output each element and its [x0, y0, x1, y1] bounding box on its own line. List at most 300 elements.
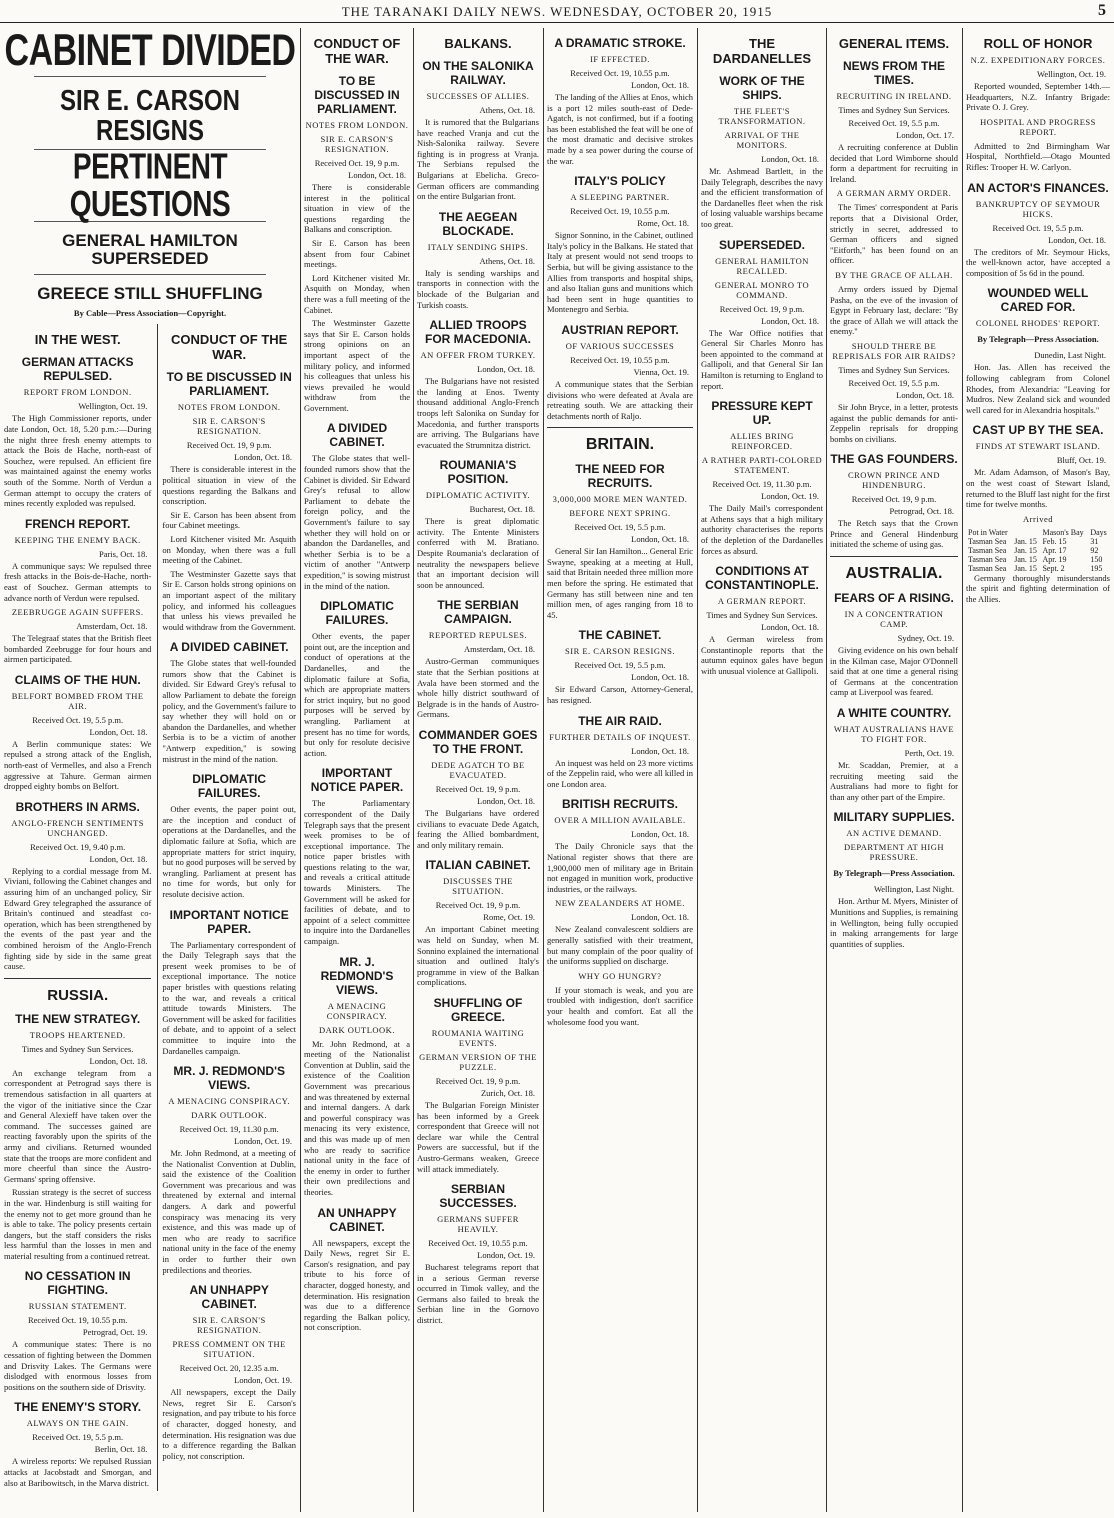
column-6: [830, 28, 958, 1512]
table-cell: Jan. 15: [1014, 545, 1037, 555]
section-heading: SUPERSEDED.: [718, 237, 806, 252]
article-paragraph: The creditors of Mr. Seymour Hicks, the well-known actor, have accepted a composition of 5s 6d in the pound.: [966, 246, 1110, 278]
section-heading: AUSTRIAN REPORT.: [561, 322, 679, 337]
subhead: ZEEBRUGGE AGAIN SUFFERS.: [11, 607, 144, 618]
source-line: Times and Sydney Sun Services.: [838, 364, 950, 375]
table-cell: Jan. 15: [1014, 563, 1037, 573]
subhead: GERMAN VERSION OF THE PUZZLE.: [419, 1051, 537, 1072]
source-line: Times and Sydney Sun Services.: [22, 1043, 134, 1054]
section-heading: CONDUCT OF THE WAR.: [171, 332, 288, 363]
subhead: A RATHER PARTI-COLORED STATEMENT.: [701, 455, 823, 476]
article-paragraph: The landing of the Allies at Enos, which is a port 12 miles south-east of Dede-Agatch, is not confirmed, but if a footing has been established the feat will be one of the most dramatic and decisive strokes made by a sea power during the course of the war.: [547, 92, 693, 166]
section-subheading: TO BE DISCUSSED IN PARLIAMENT.: [314, 74, 400, 116]
column-rule: [300, 28, 301, 1512]
received-line: Received Oct. 19, 10.55 p.m.: [27, 1315, 128, 1326]
received-line: Received Oct. 19, 10.55 p.m.: [570, 206, 670, 217]
byline: By Telegraph—Press Association.: [977, 334, 1099, 345]
subhead: IN A CONCENTRATION CAMP.: [844, 609, 944, 630]
received-line: Received Oct. 19, 10.55 p.m.: [570, 68, 670, 78]
table-cell: 92: [1090, 545, 1099, 555]
subhead: FINDS AT STEWART ISLAND.: [975, 441, 1101, 452]
table-cell: Days: [1090, 527, 1107, 537]
article-paragraph: An exchange telegram from a correspondent at Petrograd says there is tremendous satisfaction in all quarters at the vigor of the initiative since the Czar and General Alexieff have taken over the command. The successes gained are reacting favorably upon the spirits of the army and civilians. Returned wounded state that the troops are more confident and more cheerful than since the Austro-Germans' spring offensive.: [4, 1067, 152, 1184]
article-paragraph: The War Office notifies that General Sir Charles Monro has been appointed to the command at Gallipoli, and that General Sir Ian Hamilton is returning to England to report.: [701, 327, 823, 391]
table-cell: Jan. 15: [1014, 536, 1037, 546]
source-line: Times and Sydney Sun Services.: [706, 610, 818, 621]
dateline: London, Oct. 18.: [1048, 234, 1106, 245]
subhead: DEPARTMENT AT HIGH PRESSURE.: [844, 842, 944, 863]
dateline: Zurich, Oct. 18.: [480, 1087, 535, 1098]
subhead: SIR E. CARSON'S RESIGNATION.: [320, 134, 394, 154]
section-heading: BRITISH RECRUITS.: [561, 797, 678, 812]
subhead: N.Z. EXPEDITIONARY FORCES.: [970, 55, 1106, 65]
article-paragraph: General Sir Ian Hamilton... General Eric Swayne, speaking at a meeting at Hull, said that Britain needed three million more men before the spring. He estimated that Germany has still between nine and ten million men, of ages ranging from 18 to 45.: [547, 546, 693, 620]
subhead: SIR E. CARSON'S RESIGNATION.: [192, 1315, 266, 1336]
article-paragraph: Lord Kitchener visited Mr. Asquith on Monday, when there was a full meeting of the Cabinet.: [304, 272, 410, 315]
dateline: Paris, Oct. 18.: [98, 548, 148, 559]
received-line: Received Oct. 19, 5.5 p.m.: [848, 118, 940, 128]
section-heading: THE SERBIAN CAMPAIGN.: [437, 598, 519, 627]
column-rule: [826, 28, 827, 1512]
received-line: Received Oct. 19, 5.5 p.m.: [848, 377, 940, 388]
section-heading: DIPLOMATIC FAILURES.: [320, 599, 394, 628]
subhead: SIR E. CARSON RESIGNS.: [565, 646, 675, 657]
article-paragraph: Mr. Scaddan, Premier, at a recruiting meeting said the Australians had more to fight for than any other part of the Empire.: [830, 760, 958, 802]
table-cell: Mason's Bay: [1042, 527, 1084, 537]
article-paragraph: The Globe states that well-founded rumors show that the Cabinet is divided. Sir Edward Grey's refusal to allow Parliament to debate the foreign policy, and the Government's failure to say whether they will hold on or abandon the Dardanelles, and whether Serbia is to be a victim of another "Antwerp expedition," is sowing mistrust in the mind of the nation.: [304, 453, 410, 591]
article-paragraph: All newspapers, except the Daily News, regret Sir E. Carson's resignation, and pay tribute to his force of character, dogged honesty, and determination. His resignation was due to a difference regarding the Balkan policy, not conscription.: [304, 1237, 410, 1333]
byline: By Cable—Press Association—Copyright.: [73, 308, 227, 319]
column-7: [966, 28, 1110, 1512]
section-heading: A WHITE COUNTRY.: [836, 706, 952, 721]
subhead: BY THE GRACE OF ALLAH.: [835, 269, 953, 280]
subhead: HOSPITAL AND PROGRESS REPORT.: [980, 116, 1096, 137]
subhead: BELFORT BOMBED FROM THE AIR.: [11, 690, 144, 711]
article-paragraph: The Parliamentary correspondent of the Daily Telegraph says that the present week promises to be of exceptional importance. The notice paper bristles with questions relating to the war, and reveals a critical attitude towards Ministers. The Government will be asked for facilities of debate, and to appoint of a select committee to inquire into the Dardanelles campaign.: [162, 939, 296, 1056]
received-line: Received Oct. 19, 9 p.m.: [435, 1075, 521, 1086]
table-row: [966, 546, 1110, 555]
article-paragraph: The Bulgarian Foreign Minister has been informed by a Greek correspondent that Greece will not declare war while the Central Powers are successful, but if the Austro-Germans weaken, Greece will attack immediately.: [417, 1099, 539, 1174]
subhead: 3,000,000 MORE MEN WANTED.: [552, 494, 688, 505]
article-paragraph: Russian strategy is the secret of success in the war. Hindenburg is still waiting for the enemy not to get more ground than he is able to take. The policy presents certain dangers, but the staff considers the risks less harmful than the losses in men and material resulting from a continued retreat.: [4, 1187, 152, 1261]
dateline: London, Oct. 18.: [631, 912, 689, 923]
subhead: AN ACTIVE DEMAND.: [846, 828, 942, 839]
section-subheading: GERMAN ATTACKS REPULSED.: [21, 355, 134, 384]
article-paragraph: A Berlin communique states: We repulsed a strong attack of the English, north-east of Vermelles, and also a French aggressive at Tahure. German airmen dropped eighty bombs on Belfort.: [4, 738, 152, 792]
dateline: London, Oct. 18.: [761, 315, 819, 326]
section-heading: RUSSIA.: [47, 986, 109, 1004]
dateline: London, Oct. 19.: [477, 1250, 535, 1261]
section-subheading: THE NEW STRATEGY.: [15, 1011, 141, 1026]
dateline: Wellington, Oct. 19.: [1037, 69, 1106, 79]
article-paragraph: Sir E. Carson has been absent from four Cabinet meetings.: [304, 237, 410, 270]
subhead: PRESS COMMENT ON THE SITUATION.: [172, 1339, 286, 1360]
subhead: TROOPS HEARTENED.: [29, 1029, 126, 1040]
headline-greece: GREECE STILL SHUFFLING: [37, 283, 263, 303]
section-heading: CONDUCT OF THE WAR.: [313, 36, 401, 66]
section-heading: FRENCH REPORT.: [25, 516, 131, 531]
table-cell: Jan. 15: [1014, 554, 1037, 564]
table-cell: Feb. 15: [1042, 536, 1067, 546]
table-cell: [1012, 528, 1040, 537]
article-paragraph: New Zealand convalescent soldiers are generally satisfied with their treatment, but many complain of the poor quality of the uniforms supplied on discharge.: [547, 924, 693, 967]
column-3: [417, 28, 539, 1512]
received-line: Received Oct. 19, 5.5 p.m.: [32, 714, 124, 725]
article-paragraph: The Bulgarians have not resisted the landing at Enos. Twenty thousand additional Anglo-French troops left Salonika on Sunday for Macedonia, and further transports are arriving. The Bulgarians have evacuated the Strumnitza district.: [417, 376, 539, 450]
main-headline: CABINET DIVIDED: [4, 28, 296, 76]
table-cell: Tasman Sea: [968, 545, 1007, 555]
subhead: A MENACING CONSPIRACY.: [168, 1096, 290, 1107]
subhead: THE FLEET'S TRANSFORMATION.: [718, 106, 806, 126]
received-line: Received Oct. 19, 9.40 p.m.: [30, 841, 126, 852]
article-paragraph: A recruiting conference at Dublin decided that Lord Wimborne should form a department for recruiting in Ireland.: [830, 142, 958, 184]
subhead: GENERAL MONRO TO COMMAND.: [714, 279, 810, 300]
headline-hamilton: GENERAL HAMILTON SUPERSEDED: [62, 230, 238, 268]
column-1: [4, 28, 296, 1512]
subhead: RECRUITING IN IRELAND.: [836, 91, 952, 101]
dateline: Athens, Oct. 18.: [479, 255, 535, 266]
section-heading: ITALY'S POLICY: [574, 174, 666, 189]
section-subheading: TO BE DISCUSSED IN PARLIAMENT.: [166, 370, 292, 399]
subhead: WHAT AUSTRALIANS HAVE TO FIGHT FOR.: [833, 724, 955, 745]
section-heading: BROTHERS IN ARMS.: [15, 799, 140, 814]
article-paragraph: The Parliamentary correspondent of the Daily Telegraph says that the present week promises to be of exceptional importance. The notice paper bristles with questions relating to the war, and reveals a critical attitude towards Ministers. The Government will be asked for facilities of debate, and to appoint of a select committee to inquire into the Dardanelles campaign.: [304, 798, 410, 947]
dateline: London, Oct. 19.: [234, 1375, 292, 1386]
subhead: GENERAL HAMILTON RECALLED.: [715, 255, 809, 276]
received-line: Received Oct. 19, 9 p.m.: [314, 158, 400, 168]
received-line: Received Oct. 19, 9 p.m.: [435, 784, 521, 794]
dateline: London, Oct. 17.: [896, 130, 954, 140]
received-line: Received Oct. 19, 5.5 p.m.: [574, 522, 666, 533]
dateline: London, Oct. 18.: [477, 364, 535, 375]
section-heading: DIPLOMATIC FAILURES.: [192, 772, 267, 801]
section-heading: THE DARDANELLES: [712, 36, 812, 66]
subhead: COLONEL RHODES' REPORT.: [975, 318, 1101, 329]
section-subheading: THE NEED FOR RECRUITS.: [575, 462, 665, 491]
subcolumn-sea: [157, 324, 296, 1491]
dateline: London, Oct. 18.: [89, 1055, 148, 1066]
dateline: Rome, Oct. 18.: [637, 218, 689, 229]
article-paragraph: Admitted to 2nd Birmingham War Hospital, Northfield.—Otago Mounted Rifles: Trooper H. W. Carlyon.: [966, 140, 1110, 172]
received-line: Received Oct. 19, 11.30 p.m.: [179, 1124, 279, 1135]
table-row: [966, 564, 1110, 573]
source-line: Times and Sydney Sun Services.: [838, 105, 950, 115]
section-heading: A DIVIDED CABINET.: [326, 421, 388, 450]
dateline: Vienna, Oct. 19.: [633, 366, 689, 377]
article-paragraph: It is rumored that the Bulgarians have reached Vranja and cut the Nish-Salonika railway. Severe fighting is in progress at Vranja. The Serbians repulsed the Bulgarians at Ebelicha. Greco-German officers are commanding on the entire Bulgarian front.: [417, 117, 539, 202]
section-heading: ALLIED TROOPS FOR MACEDONIA.: [425, 318, 531, 347]
section-heading: CLAIMS OF THE HUN.: [14, 672, 141, 687]
table-caption: Arrived: [1023, 513, 1053, 524]
dateline: Sydney, Oct. 19.: [897, 633, 954, 644]
dateline: London, Oct. 18.: [631, 745, 689, 756]
dateline: London, Oct. 18.: [761, 154, 819, 164]
dateline: London, Oct. 18.: [477, 796, 535, 806]
article-paragraph: A communique states: There is no cessation of fighting between the Dommen and Drisvity Lakes. The Germans were dislodged with enormous losses from positions on the southern side of Drisvity.: [4, 1339, 152, 1392]
section-heading: SHUFFLING OF GREECE.: [433, 995, 523, 1024]
article-paragraph: The Telegraaf states that the British fleet bombarded Zeebrugge for four hours and airmen participated.: [4, 633, 152, 665]
article-paragraph: Signor Sonnino, in the Cabinet, outlined Italy's policy in the Balkans. He stated that Italy at present would not send troops to Serbia, but will be giving assistance to the Allies from transports and hospital ships, and also Italian guns and munitions which had been sent in huge quantities to Montenegro and Serbia.: [547, 230, 693, 315]
dateline: London, Oct. 18.: [631, 534, 689, 545]
section-heading: MILITARY SUPPLIES.: [833, 810, 955, 825]
section-heading: NO CESSATION IN FIGHTING.: [24, 1269, 131, 1298]
column-rule: [413, 28, 414, 1512]
subhead: ARRIVAL OF THE MONITORS.: [724, 130, 800, 150]
section-heading: A DIVIDED CABINET.: [169, 640, 289, 655]
table-cell: Tasman Sea: [968, 554, 1007, 564]
subhead: DISCUSSES THE SITUATION.: [443, 876, 513, 897]
section-heading: MR. J. REDMOND'S VIEWS.: [173, 1064, 285, 1093]
table-cell: Tasman Sea: [968, 536, 1007, 546]
article-paragraph: Sir Edward Carson, Attorney-General, has resigned.: [547, 684, 693, 706]
subhead: DIPLOMATIC ACTIVITY.: [425, 490, 531, 501]
article-paragraph: Sir John Bryce, in a letter, protests against the public demands for anti-Zeppelin reprisals for dropping bombs on civilians.: [830, 401, 958, 444]
bottle-arrival-table: [966, 528, 1110, 573]
article-paragraph: Bucharest telegrams report that in a serious German reverse occurred in Timok valley, and the Germans also failed to break the Serbian line in the Gornovo district.: [417, 1262, 539, 1326]
article-paragraph: Mr. John Redmond, at a meeting of the Nationalist Convention at Dublin, said the existence of the Coalition Government was precarious and was threatened by external and internal dangers. A dark and powerful conspiracy was menacing its very existence, and this was made up of men who are ready to sacrifice national unity in the face of the enemy in order to further their own predilections and theories.: [162, 1148, 296, 1275]
subhead: ALLIES BRING REINFORCED.: [730, 431, 794, 452]
subhead: DEDE AGATCH TO BE EVACUATED.: [431, 760, 525, 780]
column-rule: [697, 28, 698, 1512]
column-2: [304, 28, 410, 1512]
section-heading: IMPORTANT NOTICE PAPER.: [310, 766, 404, 795]
section-heading: ITALIAN CABINET.: [425, 858, 531, 873]
section-heading: IN THE WEST.: [34, 332, 121, 348]
received-line: Received Oct. 19, 5.5 p.m.: [574, 660, 666, 671]
received-line: Received Oct. 19, 11.30 p.m.: [712, 479, 812, 490]
subhead: ITALY SENDING SHIPS.: [427, 241, 529, 252]
section-heading: AUSTRALIA.: [845, 565, 943, 583]
subhead: AN OFFER FROM TURKEY.: [420, 350, 536, 361]
article-paragraph: Other events, the paper point out, are the inception and conduct of operations at the Dardanelles, and the diplomatic failure at Sofia, which are appropriate matters for strict inquiry, but no good purposes will be served by wrangling. Parliament at present has no time for words, but only for resolute decisive action.: [162, 804, 296, 899]
subhead: BEFORE NEXT SPRING.: [569, 508, 671, 519]
section-heading: CAST UP BY THE SEA.: [972, 423, 1104, 438]
section-heading: THE CABINET.: [578, 628, 662, 643]
subhead: NOTES FROM LONDON.: [177, 402, 281, 413]
subhead: A SLEEPING PARTNER.: [570, 192, 670, 203]
dateline: London, Oct. 18.: [761, 622, 819, 633]
subhead: NOTES FROM LONDON.: [305, 120, 409, 130]
subhead: DARK OUTLOOK.: [191, 1110, 268, 1121]
masthead: [0, 0, 1114, 23]
section-subheading: WORK OF THE SHIPS.: [719, 74, 805, 102]
article-paragraph: Hon. Jas. Allen has received the following cablegram from Colonel Rhodes, from Alexandria: "Leaving for Mudros. New Zealand sick and wounded well cared for in Alexandria hospitals.": [966, 362, 1110, 415]
dateline: London, Oct. 18.: [631, 672, 689, 683]
article-paragraph: The Times' correspondent at Paris reports that a Divisional Order, strictly in secret, addressed to German officers and signed "Eitforth," has been found on an officer.: [830, 202, 958, 266]
dateline: London, Oct. 18.: [631, 80, 689, 90]
received-line: Received Oct. 19, 9 p.m.: [186, 440, 272, 451]
dateline: Wellington, Oct. 19.: [78, 401, 148, 412]
subhead: A MENACING CONSPIRACY.: [326, 1000, 388, 1021]
received-line: Received Oct. 20, 12.35 a.m.: [179, 1363, 279, 1374]
dateline: Amsterdam, Oct. 18.: [76, 621, 148, 632]
article-paragraph: An inquest was held on 23 more victims of the Zeppelin raid, who were all killed in one London area.: [547, 757, 693, 789]
subhead: NEW ZEALANDERS AT HOME.: [555, 898, 685, 909]
subhead: DARK OUTLOOK.: [319, 1024, 395, 1035]
dateline: London, Oct. 18.: [631, 829, 689, 840]
subhead: REPORT FROM LONDON.: [23, 387, 132, 398]
received-line: Received Oct. 19, 9 p.m.: [851, 494, 937, 505]
column-rule: [543, 28, 544, 1512]
dateline: Bucharest, Oct. 18.: [469, 504, 535, 515]
dateline: London, Oct. 18.: [89, 853, 148, 864]
article-paragraph: A wireless reports: We repulsed Russian attacks at Jacobstadt and Smorgan, and also at Baribowitsch, in the Marva district.: [4, 1456, 152, 1488]
subhead: OVER A MILLION AVAILABLE.: [554, 815, 686, 826]
article-paragraph: The Bulgarians have ordered civilians to evacuate Dede Agatch, fearing the Allied bombardment, and only military remain.: [417, 808, 539, 850]
subhead: REPORTED REPULSES.: [428, 630, 528, 641]
article-paragraph: The Daily Mail's correspondent at Athens says that a high military authority characterises the reports of the depletion of the Dardanelles forces as absurd.: [701, 503, 823, 556]
article-paragraph: Mr. Ashmead Bartlett, in the Daily Telegraph, describes the navy and the efficient transformation of the Dardanelles fleet when the risk of losing valuable warships became too great.: [701, 166, 823, 229]
section-heading: BALKANS.: [444, 36, 512, 51]
received-line: Received Oct. 19, 9 p.m.: [719, 303, 805, 314]
article-paragraph: A communique says: We repulsed three fresh attacks in the Bois-de-Hache, north-east of Souchez. German attempts to advance north of Verdun were repulsed.: [4, 560, 152, 603]
table-row: [966, 555, 1110, 564]
subhead: GERMANS SUFFER HEAVILY.: [437, 1214, 519, 1235]
subhead: IF EFFECTED.: [590, 54, 650, 64]
article-paragraph: An important Cabinet meeting was held on Sunday, when M. Sonnino explained the international situation and outlined Italy's programme in view of the Balkan complications.: [417, 924, 539, 988]
subhead: FURTHER DETAILS OF INQUEST.: [549, 731, 691, 742]
article-paragraph: Lord Kitchener visited Mr. Asquith on Monday, when there was a full meeting of the Cabinet.: [162, 533, 296, 566]
article-paragraph: Hon. Arthur M. Myers, Minister of Munitions and Supplies, is remaining in Wellington, being fully occupied in making arrangements for large quantities of supplies.: [830, 896, 958, 949]
article-paragraph: The Retch says that the Crown Prince and General Hindenburg initiated the scheme of using gas.: [830, 518, 958, 550]
subhead: CROWN PRINCE AND HINDENBURG.: [847, 470, 941, 491]
subhead: RUSSIAN STATEMENT.: [28, 1301, 127, 1312]
received-line: Received Oct. 19, 5.5 p.m.: [992, 222, 1084, 233]
table-cell: Apr. 19: [1042, 554, 1067, 564]
dateline: Perth, Oct. 19.: [904, 748, 954, 759]
article-paragraph: Reported wounded, September 14th.—Headquarters, N.Z. Infantry Brigade: Private O. J. Grey.: [966, 81, 1110, 113]
section-heading: THE AEGEAN BLOCKADE.: [438, 209, 518, 238]
dateline: London, Oct. 18.: [89, 726, 148, 737]
subcolumn-west: [4, 324, 151, 1491]
article-paragraph: Austro-German communiques state that the Serbian positions at Avala have been stormed and the whole hilly district southward of Belgrade is in the hands of Austro-Germans.: [417, 656, 539, 720]
section-heading: THE GAS FOUNDERS.: [830, 452, 958, 467]
section-subheading: NEWS FROM THE TIMES.: [843, 59, 945, 87]
dateline: Wellington, Last Night.: [873, 884, 954, 895]
table-cell: 31: [1090, 536, 1099, 546]
dateline: Petrograd, Oct. 18.: [889, 506, 954, 517]
section-heading: ROLL OF HONOR: [983, 36, 1093, 51]
dateline: London, Oct. 19.: [234, 1136, 292, 1147]
byline: By Telegraph—Press Association.: [833, 868, 955, 879]
section-heading: BRITAIN.: [585, 436, 655, 454]
section-subheading: ON THE SALONIKA RAILWAY.: [422, 59, 534, 87]
dateline: Amsterdam, Oct. 18.: [463, 644, 535, 655]
table-cell: Apr. 17: [1042, 545, 1067, 555]
subhead: WHY GO HUNGRY?: [578, 970, 662, 981]
article-paragraph: Other events, the paper point out, are the inception and conduct of operations at the Dardanelles, and the diplomatic failure at Sofia, which are appropriate matters for strict inquiry, but no good purposes will be served by wrangling. Parliament at present has no time for words, but only for resolute decisive action.: [304, 631, 410, 758]
article-paragraph: Replying to a cordial message from M. Viviani, following the Cabinet changes and assuring him of an unchanged policy, Sir Edward Grey telegraphed the assurance of Britain's continued and steadfast co-operation, which has been strengthened by the events of the past year and the combined heroism of the Anglo-French fighting side by side in the same great cause.: [4, 865, 152, 972]
section-heading: THE ENEMY'S STORY.: [14, 1400, 142, 1415]
received-line: Received Oct. 19, 10.55 p.m.: [428, 1238, 528, 1249]
section-heading: THE AIR RAID.: [578, 713, 662, 728]
article-paragraph: Giving evidence on his own behalf in the Kilman case, Major O'Donnell said that at one time a general rising of Germans at the concentration camp at Liverpool was feared.: [830, 645, 958, 698]
section-subheading: FEARS OF A RISING.: [834, 591, 954, 606]
table-cell: 150: [1090, 554, 1103, 564]
section-heading: A DRAMATIC STROKE.: [554, 36, 686, 50]
dateline: London, Oct. 19.: [761, 491, 819, 502]
article-paragraph: A German wireless from Constantinople reports that the autumn equinox gales have begun with unusual violence at Gallipoli.: [701, 634, 823, 676]
subhead: A GERMAN REPORT.: [717, 596, 807, 607]
masthead-title: THE TARANAKI DAILY NEWS. WEDNESDAY, OCTOBER 20, 1915: [341, 4, 773, 19]
subhead: SHOULD THERE BE REPRISALS FOR AIR RAIDS?: [832, 340, 956, 361]
section-heading: SERBIAN SUCCESSES.: [439, 1182, 517, 1211]
article-paragraph: The High Commissioner reports, under date London, Oct. 18, 5.20 p.m.:—During the night three fresh enemy attempts to attack the Bois de Hache, north-east of Souchez, were repulsed. An efficient fire was maintained against the enemy works south of the Somme. North of Verdun a German attempt to occupy the craters of mines recently exploded was repulsed.: [4, 413, 152, 509]
article-paragraph: Army orders issued by Djemal Pasha, on the eve of the invasion of Egypt in February last, declare: "By the grace of Allah we will attack the enemy.": [830, 283, 958, 337]
table-cell: Sept. 2: [1042, 563, 1065, 573]
article-paragraph: The Westminster Gazette says that Sir E. Carson holds strong opinions on an important aspect of the military policy, and informed his colleagues that unless his views prevailed he would withdraw from the Government.: [304, 318, 410, 413]
subhead: SUCCESSES OF ALLIES.: [426, 91, 530, 101]
subhead: OF VARIOUS SUCCESSES: [565, 340, 675, 351]
article-paragraph: There is considerable interest in the political situation in view of the questions regarding the Balkans and conscription.: [162, 464, 296, 507]
section-heading: PRESSURE KEPT UP.: [711, 399, 813, 428]
subhead: A GERMAN ARMY ORDER.: [836, 188, 952, 199]
dateline: Berlin, Oct. 18.: [94, 1444, 148, 1455]
column-4: [547, 28, 693, 1512]
column-5: [701, 28, 823, 1512]
subhead: BANKRUPTCY OF SEYMOUR HICKS.: [975, 198, 1101, 219]
table-cell: 195: [1090, 563, 1103, 573]
article-paragraph: All newspapers, except the Daily News, regret Sir E. Carson's resignation, and pay tribute to his force of character, dogged honesty, and determination. His resignation was due to a difference regarding the Balkan policy, not conscription.: [162, 1387, 296, 1461]
received-line: Received Oct. 19, 10.55 p.m.: [570, 354, 670, 365]
article-paragraph: Italy is sending warships and transports in connection with the blockade of the Bulgarian and Turkish coasts.: [417, 267, 539, 310]
article-paragraph: The Globe states that well-founded rumors show that the Cabinet is divided. Sir Edward Grey's refusal to allow Parliament to debate the foreign policy, and the Government's failure to say whether they will hold on or abandon the Dardanelles, and whether Serbia is to be a victim of another "Antwerp expedition," is sowing mistrust in the mind of the nation.: [162, 658, 296, 764]
article-paragraph: Mr. John Redmond, at a meeting of the Nationalist Convention at Dublin, said the existence of the Coalition Government was precarious and was threatened by external and internal dangers. A dark and powerful conspiracy was menacing its very existence, and this was made up of men who are ready to sacrifice national unity in the face of the enemy in order to further their own predilections and theories.: [304, 1038, 410, 1197]
page-number: 5: [1098, 2, 1106, 19]
subhead: KEEPING THE ENEMY BACK.: [14, 534, 141, 545]
dateline: London, Oct. 18.: [348, 170, 406, 180]
headline-questions: PERTINENT QUESTIONS: [69, 145, 231, 225]
table-row: [966, 537, 1110, 546]
dateline: Petrograd, Oct. 19.: [82, 1327, 148, 1338]
table-cell: Pot in Water: [968, 527, 1008, 537]
dateline: London, Oct. 18.: [234, 452, 292, 463]
section-heading: CONDITIONS AT CONSTANTINOPLE.: [705, 564, 819, 593]
article-paragraph: Mr. Adam Adamson, of Mason's Bay, on the west coast of Stewart Island, returned to the Bluff last night for the first time for twelve months.: [966, 467, 1110, 510]
subhead: ROUMANIA WAITING EVENTS.: [431, 1027, 525, 1048]
section-heading: AN ACTOR'S FINANCES.: [967, 180, 1109, 195]
table-row: [966, 528, 1110, 537]
subhead: ALWAYS ON THE GAIN.: [26, 1418, 129, 1429]
dateline: Dunedin, Last Night.: [1034, 350, 1106, 361]
article-paragraph: The Daily Chronicle says that the National register shows that there are 1,900,000 men of military age in Britain not engaged in munition work, productive industries, or the railways.: [547, 841, 693, 894]
section-heading: IMPORTANT NOTICE PAPER.: [169, 907, 289, 936]
received-line: Received Oct. 19, 5.5 p.m.: [32, 1432, 124, 1443]
article-paragraph: If your stomach is weak, and you are troubled with indigestion, don't sacrifice your health and comfort. Eat all the wholesome food you want.: [547, 984, 693, 1027]
section-heading: COMMANDER GOES TO THE FRONT.: [418, 728, 538, 756]
section-heading: GENERAL ITEMS.: [838, 36, 950, 51]
section-heading: MR. J. REDMOND'S VIEWS.: [320, 954, 394, 997]
headline-carson: SIR E. CARSON RESIGNS: [59, 84, 241, 148]
section-heading: ROUMANIA'S POSITION.: [439, 458, 517, 487]
article-paragraph: There is great diplomatic activity. The Entente Ministers conferred with M. Bratiano. Despite Roumania's declaration of neutrality the newspapers believe that an important decision will soon be announced.: [417, 516, 539, 590]
article-paragraph: Sir E. Carson has been absent from four Cabinet meetings.: [162, 509, 296, 531]
column-rule: [962, 28, 963, 1512]
article-paragraph: There is considerable interest in the political situation in view of the questions regarding the Balkans and conscription.: [304, 182, 410, 235]
table-cell: Tasman Sea: [968, 563, 1007, 573]
article-paragraph: Germany thoroughly misunderstands the spirit and fighting determination of the Allies.: [966, 572, 1110, 604]
section-heading: AN UNHAPPY CABINET.: [317, 1205, 397, 1234]
dateline: Athens, Oct. 18.: [479, 105, 535, 115]
subhead: SIR E. CARSON'S RESIGNATION.: [192, 416, 266, 437]
received-line: Received Oct. 19, 9 p.m.: [435, 900, 521, 911]
article-paragraph: A communique states that the Serbian divisions who were defeated at Avala are retreating south. We are attacking their detachments north of Raljo.: [547, 378, 693, 421]
section-heading: AN UNHAPPY CABINET.: [189, 1283, 269, 1312]
article-paragraph: The Westminster Gazette says that Sir E. Carson holds strong opinions on an important aspect of the military policy, and informed his colleagues that unless his views prevailed he would withdraw from the Government.: [162, 568, 296, 632]
dateline: Rome, Oct. 19.: [483, 912, 535, 923]
section-heading: WOUNDED WELL CARED FOR.: [987, 286, 1089, 315]
dateline: London, Oct. 18.: [896, 389, 954, 400]
